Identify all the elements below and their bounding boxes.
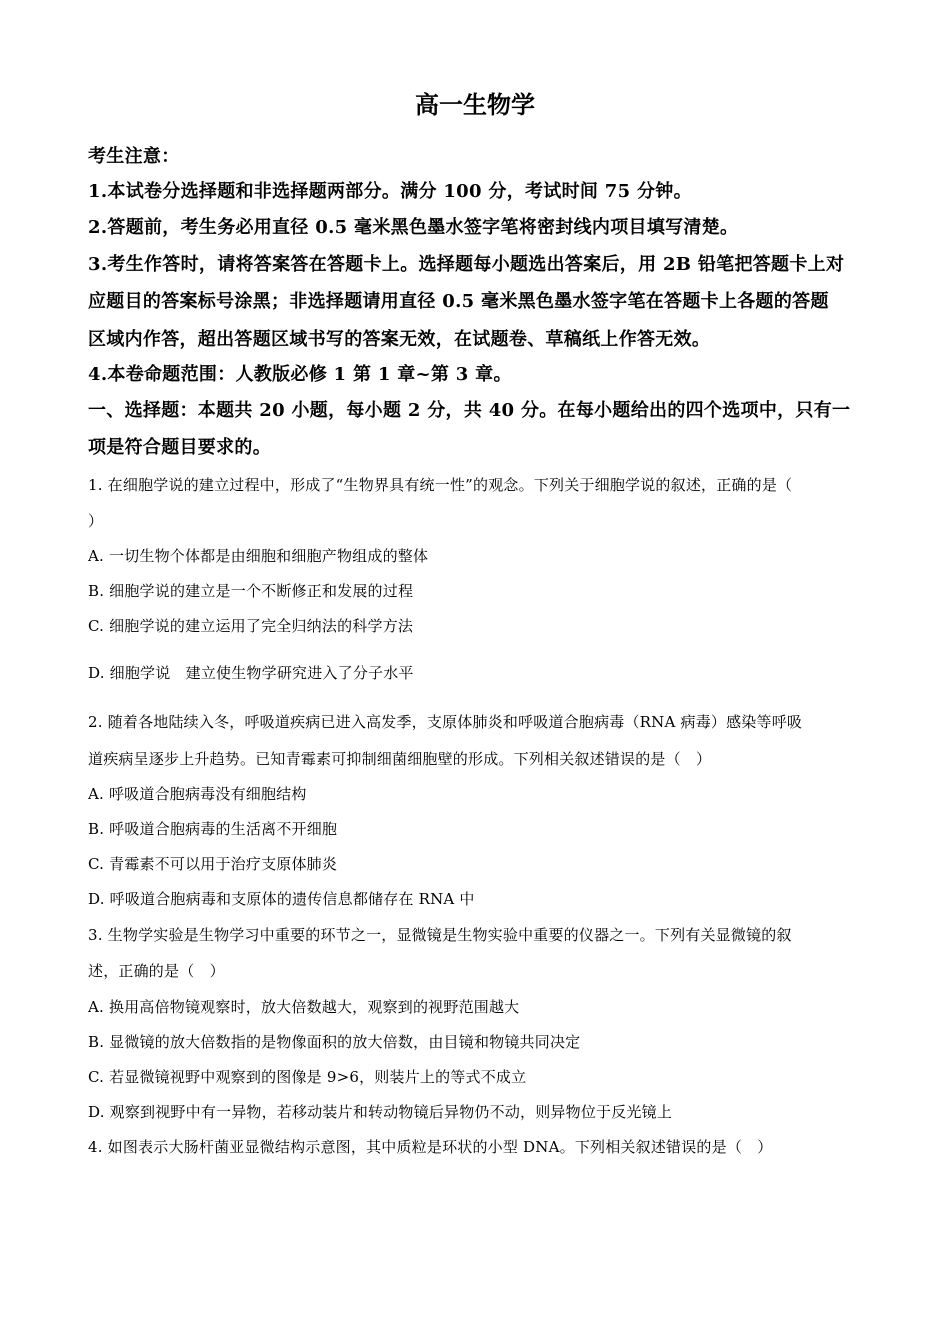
question-option: B. 显微镜的放大倍数指的是物像面积的放大倍数，由目镜和物镜共同决定 — [88, 1033, 581, 1051]
question-option: D. 观察到视野中有一异物，若移动装片和转动物镜后异物仍不动，则异物位于反光镜上 — [88, 1103, 673, 1121]
question-option: A. 呼吸道合胞病毒没有细胞结构 — [88, 785, 307, 803]
question-stem: 道疾病呈逐步上升趋势。已知青霉素可抑制细菌细胞壁的形成。下列相关叙述错误的是（ ） — [88, 750, 712, 768]
page-title: 高一生物学 — [415, 90, 535, 119]
notice-heading: 考生注意： — [88, 146, 180, 167]
question-option: B. 呼吸道合胞病毒的生活离不开细胞 — [88, 820, 338, 838]
question-stem: 述，正确的是（ ） — [88, 962, 225, 980]
question-stem: 2. 随着各地陆续入冬，呼吸道疾病已进入高发季，支原体肺炎和呼吸道合胞病毒（RNA 病毒）感染等呼吸 — [88, 713, 803, 731]
notice-item: 区域内作答，超出答题区域书写的答案无效，在试题卷、草稿纸上作答无效。 — [88, 329, 711, 350]
question-option: B. 细胞学说的建立是一个不断修正和发展的过程 — [88, 582, 414, 600]
section-heading: 项是符合题目要求的。 — [88, 437, 271, 458]
notice-item: 3.考生作答时，请将答案答在答题卡上。选择题每小题选出答案后，用 2B 铅笔把答题卡上对 — [88, 254, 845, 275]
question-option: D. 呼吸道合胞病毒和支原体的遗传信息都储存在 RNA 中 — [88, 890, 475, 908]
notice-item: 应题目的答案标号涂黑；非选择题请用直径 0.5 毫米黑色墨水签字笔在答题卡上各题的答题 — [88, 291, 829, 312]
question-stem: 4. 如图表示大肠杆菌亚显微结构示意图，其中质粒是环状的小型 DNA。下列相关叙述错误的是（ ） — [88, 1138, 773, 1156]
question-stem: ） — [88, 512, 104, 530]
question-option: A. 一切生物个体都是由细胞和细胞产物组成的整体 — [88, 547, 429, 565]
question-stem: 1. 在细胞学说的建立过程中，形成了“生物界具有统一性”的观念。下列关于细胞学说的叙述，正确的是（ — [88, 476, 793, 494]
notice-item: 2.答题前，考生务必用直径 0.5 毫米黑色墨水签字笔将密封线内项目填写清楚。 — [88, 217, 739, 238]
question-option: C. 若显微镜视野中观察到的图像是 9>6，则装片上的等式不成立 — [88, 1068, 527, 1086]
notice-item: 1.本试卷分选择题和非选择题两部分。满分 100 分，考试时间 75 分钟。 — [88, 181, 692, 202]
question-stem: 3. 生物学实验是生物学习中重要的环节之一，显微镜是生物实验中重要的仪器之一。下列有关显微镜的叙 — [88, 926, 792, 944]
question-option: D. 细胞学说 建立使生物学研究进入了分子水平 — [88, 664, 414, 682]
section-heading: 一、选择题：本题共 20 小题，每小题 2 分，共 40 分。在每小题给出的四个选项中，只有一 — [88, 400, 851, 421]
notice-item: 4.本卷命题范围：人教版必修 1 第 1 章~第 3 章。 — [88, 364, 512, 385]
question-option: A. 换用高倍物镜观察时，放大倍数越大，观察到的视野范围越大 — [88, 998, 520, 1016]
question-option: C. 青霉素不可以用于治疗支原体肺炎 — [88, 855, 338, 873]
question-option: C. 细胞学说的建立运用了完全归纳法的科学方法 — [88, 617, 414, 635]
